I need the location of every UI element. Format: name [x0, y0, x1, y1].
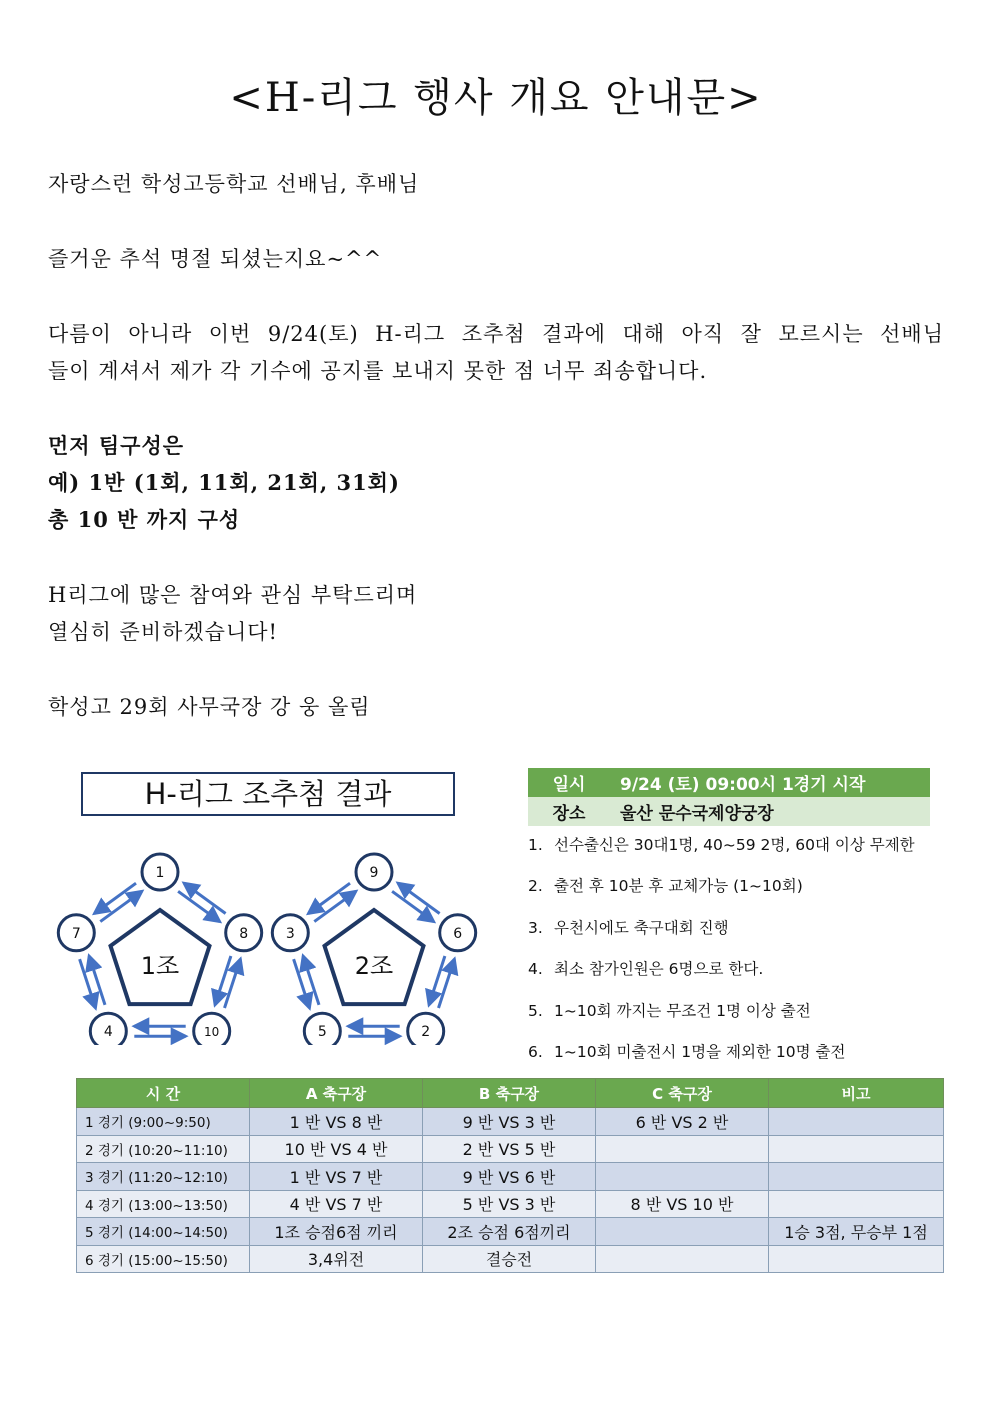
header-note: 비고 — [769, 1079, 944, 1108]
table-row: 6 경기 (15:00~15:50) 3,4위전 결승전 — [77, 1245, 944, 1273]
rule-item: 5. 1~10회 까지는 무조건 1명 이상 출전 — [528, 1001, 811, 1020]
group-diagram — [40, 840, 490, 1045]
place-key: 장소 — [528, 797, 610, 826]
closing-line-2: 열심히 준비하겠습니다! — [48, 620, 278, 644]
node-label: 3 — [285, 925, 295, 942]
header-field-b: B 축구장 — [423, 1079, 596, 1108]
group-label: 2조 — [354, 952, 394, 980]
rule-item: 1. 선수출신은 30대1명, 40~59 2명, 60대 이상 무제한 — [528, 836, 915, 854]
table-row: 2 경기 (10:20~11:10) 10 반 VS 4 반 2 반 VS 5 반 — [77, 1135, 944, 1163]
date-key: 일시 — [528, 768, 610, 797]
node-label: 8 — [239, 925, 249, 942]
group-label: 1조 — [140, 952, 180, 980]
date-value: 9/24 (토) 09:00시 1경기 시작 — [610, 768, 930, 797]
rule-item: 2. 출전 후 10분 후 교체가능 (1~10회) — [528, 877, 803, 896]
closing-line-1: H리그에 많은 참여와 관심 부탁드리며 — [48, 583, 418, 607]
table-row: 4 경기 (13:00~13:50) 4 반 VS 7 반 5 반 VS 3 반 8 반 VS 10 반 — [77, 1190, 944, 1218]
team-example: 예) 1반 (1회, 11회, 21회, 31회) — [48, 470, 400, 495]
team-heading: 먼저 팀구성은 — [48, 433, 185, 458]
page-title: <H-리그 행사 개요 안내문> — [229, 75, 763, 121]
header-field-c: C 축구장 — [596, 1079, 769, 1108]
draw-result-title: H-리그 조추첨 결과 — [81, 772, 455, 816]
header-field-a: A 축구장 — [250, 1079, 423, 1108]
table-row: 5 경기 (14:00~14:50) 1조 승점6점 끼리 2조 승점 6점끼리 1승 3점, 무승부 1점 — [77, 1218, 944, 1246]
node-label: 5 — [317, 1024, 327, 1041]
place-value: 울산 문수국제양궁장 — [610, 797, 930, 826]
signature: 학성고 29회 사무국장 강 웅 올림 — [48, 695, 371, 719]
node-label: 1 — [155, 865, 165, 881]
header-time: 시 간 — [77, 1079, 250, 1108]
node-label: 4 — [103, 1024, 113, 1041]
paragraph-line-2: 들이 계셔서 제가 각 기수에 공지를 보내지 못한 점 너무 죄송합니다. — [48, 359, 708, 383]
rule-item: 4. 최소 참가인원은 6명으로 한다. — [528, 960, 764, 979]
holiday-greeting: 즐거운 추석 명절 되셨는지요~^^ — [48, 247, 383, 271]
group-1-diagram — [58, 854, 261, 1045]
schedule-table — [76, 1078, 944, 1273]
rule-item: 3. 우천시에도 축구대회 진행 — [528, 918, 729, 937]
node-label: 6 — [453, 925, 463, 942]
paragraph-line-1: 다름이 아니라 이번 9/24(토) H-리그 조추첨 결과에 대해 아직 잘 모르시는 선배님 — [48, 322, 944, 346]
node-label: 2 — [421, 1024, 431, 1041]
node-label: 10 — [204, 1025, 220, 1040]
rule-item: 6. 1~10회 미출전시 1명을 제외한 10명 출전 — [528, 1042, 846, 1061]
node-label: 9 — [369, 865, 379, 881]
greeting: 자랑스런 학성고등학교 선배님, 후배님 — [48, 172, 420, 196]
event-info-table — [528, 768, 930, 826]
team-total: 총 10 반 까지 구성 — [48, 507, 241, 532]
node-label: 7 — [71, 925, 81, 942]
table-row: 3 경기 (11:20~12:10) 1 반 VS 7 반 9 반 VS 6 반 — [77, 1163, 944, 1191]
group-2-diagram — [272, 854, 475, 1045]
rules-list — [528, 828, 915, 1076]
table-row: 1 경기 (9:00~9:50) 1 반 VS 8 반 9 반 VS 3 반 6 반 VS 2 반 — [77, 1108, 944, 1136]
